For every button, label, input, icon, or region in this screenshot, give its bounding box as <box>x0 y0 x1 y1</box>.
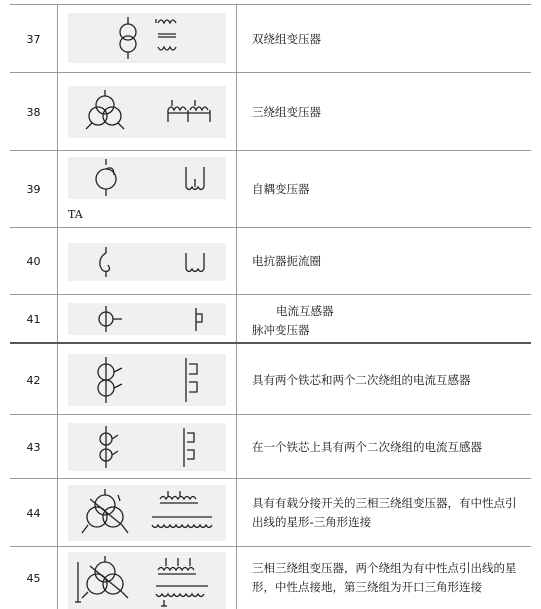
table-row <box>10 546 531 609</box>
row-number: 44 <box>10 479 58 547</box>
symbol-cell <box>58 547 237 609</box>
description: 具有两个铁芯和两个二次绕组的电流互感器 <box>252 372 471 387</box>
table-row <box>10 414 531 479</box>
table-row <box>10 294 531 343</box>
row-number: 42 <box>10 344 58 416</box>
description-line-2: 脉冲变压器 <box>252 323 310 337</box>
symbol-cell <box>58 479 237 547</box>
table-row <box>10 72 531 151</box>
three-phase-three-winding-oltc-symbol <box>68 485 226 541</box>
row-number: 37 <box>10 5 58 73</box>
description <box>237 295 531 343</box>
symbol-cell <box>58 5 237 73</box>
reactor-choke-symbol <box>68 243 226 281</box>
row-number: 38 <box>10 73 58 151</box>
ta-label: TA <box>68 208 83 221</box>
symbol-cell <box>58 73 237 151</box>
symbol-cell <box>58 151 237 228</box>
row-number: 43 <box>10 415 58 479</box>
ct-one-core-two-windings-symbol <box>68 423 226 471</box>
three-winding-transformer-symbol <box>68 86 226 138</box>
symbol-cell <box>58 415 237 479</box>
autotransformer-symbol <box>68 157 226 199</box>
description: 自耦变压器 <box>252 182 310 196</box>
symbol-cell <box>58 344 237 416</box>
current-transformer-symbol <box>68 303 226 335</box>
ct-two-cores-symbol <box>68 354 226 406</box>
table-row <box>10 478 531 547</box>
row-number: 39 <box>10 151 58 228</box>
symbol-cell <box>58 295 237 343</box>
three-phase-three-winding-grounded-symbol <box>68 552 226 609</box>
description-line-1: 电流互感器 <box>276 304 334 318</box>
row-number: 40 <box>10 228 58 295</box>
table-row <box>10 342 531 416</box>
description: 具有有载分接开关的三相三绕组变压器，有中性点引出线的星形-三角形连接 <box>252 496 517 529</box>
description: 在一个铁芯上具有两个二次绕组的电流互感器 <box>252 439 482 454</box>
description: 电抗器扼流圈 <box>252 254 321 268</box>
symbol-cell <box>58 228 237 295</box>
two-winding-transformer-symbol <box>68 13 226 63</box>
row-number: 41 <box>10 295 58 343</box>
description: 三相三绕组变压器，两个绕组为有中性点引出线的星形，中性点接地，第三绕组为开口三角形连接 <box>252 561 517 594</box>
table-row <box>10 150 531 228</box>
table-row <box>10 4 531 73</box>
description: 三绕组变压器 <box>252 104 321 119</box>
row-number: 45 <box>10 547 58 609</box>
description: 双绕组变压器 <box>252 31 321 46</box>
table-row <box>10 227 531 295</box>
